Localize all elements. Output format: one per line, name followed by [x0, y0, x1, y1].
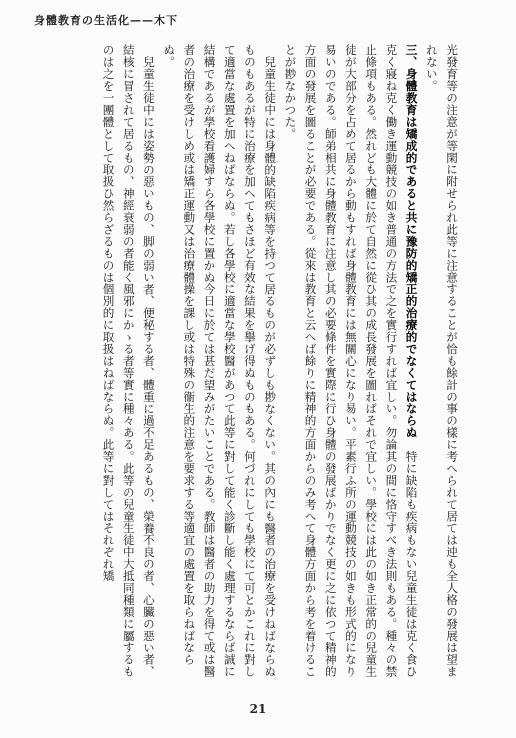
paragraph-4-text: 兒童生徒中には姿勢の惡いもの、脚の弱い者、便秘する者、體重に過不足あるもの、榮養不良の者、心臟の惡い者、結核に冒されて居るもの、神經衰弱の者能く風邪にかゝる者等實に種々ある。此等の兒童生徒中大抵同種類に屬するものは之を一團體として取扱ひ然らざるものは個別的に取扱はねばならぬ。此等に對してはそれぞれ矯: [101, 44, 156, 678]
body-text-block: [56, 44, 462, 686]
paragraph-2: [280, 44, 421, 686]
section-heading: 三、身體教育は矯成的であると共に豫防的矯正的治療的でなくてはならぬ: [404, 44, 419, 439]
paragraph-1-text: 光發育等の注意が等閑に附せられ此等に注意することが恰も餘計の事の樣に考へられて居ては迚も全人格の發展は望まれない。: [424, 44, 459, 678]
paragraph-3: [159, 44, 280, 686]
running-header: 身體教育の生活化——木下: [34, 14, 178, 27]
page-number: 21: [249, 702, 267, 716]
paragraph-4: [98, 44, 159, 686]
paragraph-3-text: 兒童生徒中には身體的缺陷疾病等を持つて居るものが必ずしも尠なくない。其の內にも醫者の治療を受けねばならぬものもあるが特に治療を加へてもさほど有效な結果を擧げ得ぬものもある。何づれにしても學校にて可とかこれに對して適當な處置を加へねばならぬ。若し各學校に適當な學校醫があつて此等に對して能く診斷し能く處理するならば誠に結構であるが學校看護婦すら各學校に置かぬ今日に於ては甚だ望みがたいことである。教師は醫者の助力を得て或は醫者の治療を受けしめ或は矯正運動又は治療體操を課し或は特殊の衞生的注意を要求する等適宜の處置を取らねばならぬ。: [162, 44, 278, 678]
paragraph-2-text: 特に缺陷も疾病もない兒童生徒は克く食ひ克く寢ね克く働き運動競技の如き普通の方法で之を實行すれば宜しい。勿論其の間に恪守すべき法則もある。種々の禁止條項もある。然れども大體に於て自然に從ひ其の成長發展を圖ればそれで宜しい。學校には此の如き正常的の兒童生徒が大部分を占めて居るから動もすれば身體教育には無關心になり易い。平素行ふ所の運動競技の如きも形式的になり易いのである。師弟相共に身體教育に注意し其の必要條件を實際に行ひ身體の發展ばかりでなく更に之に依つて精神的方面の發展を圖ることが必要である。從來は教育と云へば餘りに精神的方面からのみ考へて身體方面から考を着けることが尠なかつた。: [283, 44, 419, 678]
paragraph-1: [422, 44, 462, 686]
vertical-text-columns: [56, 44, 462, 686]
